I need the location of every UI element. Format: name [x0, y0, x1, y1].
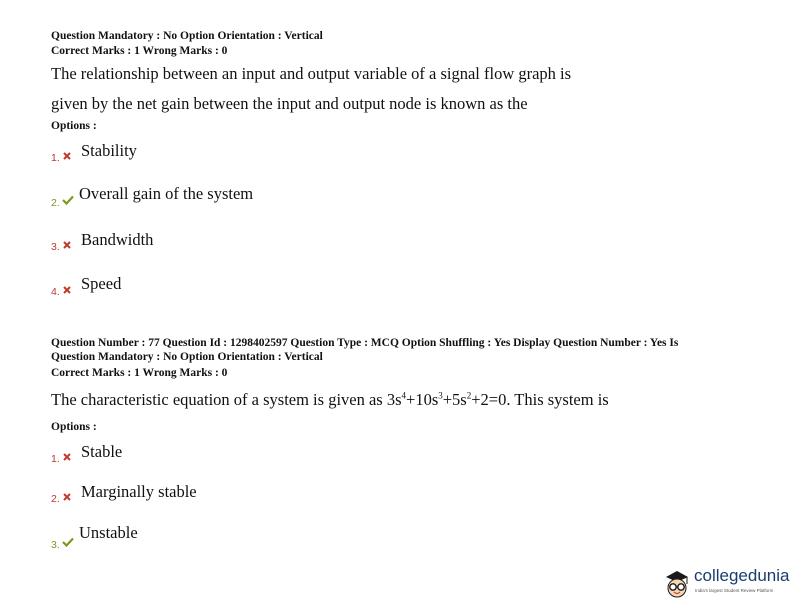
cross-icon	[63, 493, 71, 501]
q2-option-1-number: 1.	[51, 453, 60, 465]
q1-option-3-number: 3.	[51, 241, 60, 253]
q2-option-3-text: Unstable	[79, 523, 138, 542]
q2-mandatory-line: Question Mandatory : No Option Orientation : Vertical	[51, 351, 323, 363]
exponent: 3	[438, 390, 443, 401]
collegedunia-logo	[662, 566, 790, 602]
q2-header-line: Question Number : 77 Question Id : 1298402597 Question Type : MCQ Option Shuffling : Yes Display Question Number : Yes Is	[51, 337, 679, 349]
check-icon	[62, 537, 74, 547]
q1-text-line1: The relationship between an input and output variable of a signal flow graph is	[51, 64, 572, 83]
q2-marks-line: Correct Marks : 1 Wrong Marks : 0	[51, 367, 228, 379]
q1-options-label: Options :	[51, 120, 97, 132]
q1-text-line2: given by the net gain between the input and output node is known as the	[51, 94, 528, 113]
logo-tagline: India's largest Student Review Platform	[695, 588, 774, 593]
cross-icon	[63, 286, 71, 294]
q2-option-3-number: 3.	[51, 539, 60, 551]
q1-mandatory-line: Question Mandatory : No Option Orientation : Vertical	[51, 30, 323, 42]
q1-option-1-text: Stability	[81, 141, 137, 160]
q2-question-text: The characteristic equation of a system is given as $3s^4+10s^3+5s^2+2=0$. This system is	[51, 390, 609, 409]
q1-option-2-number: 2.	[51, 197, 60, 209]
q1-option-3-text: Bandwidth	[81, 230, 154, 249]
q1-option-2-text: Overall gain of the system	[79, 184, 254, 203]
q2-option-1-text: Stable	[81, 442, 123, 461]
q1-option-4-text: Speed	[81, 274, 122, 293]
cross-icon	[63, 241, 71, 249]
cross-icon	[63, 152, 71, 160]
q1-option-4-number: 4.	[51, 286, 60, 298]
exponent: 4	[401, 390, 407, 401]
logo-name: collegedunia	[694, 566, 790, 585]
cross-icon	[63, 453, 71, 461]
mascot-icon	[662, 568, 692, 600]
q2-option-2-text: Marginally stable	[81, 482, 197, 501]
check-icon	[62, 195, 74, 205]
q1-marks-line: Correct Marks : 1 Wrong Marks : 0	[51, 45, 228, 57]
q2-options-label: Options :	[51, 421, 97, 433]
q1-option-1-number: 1.	[51, 152, 60, 164]
exponent: 2	[466, 390, 472, 401]
q2-option-2-number: 2.	[51, 493, 60, 505]
